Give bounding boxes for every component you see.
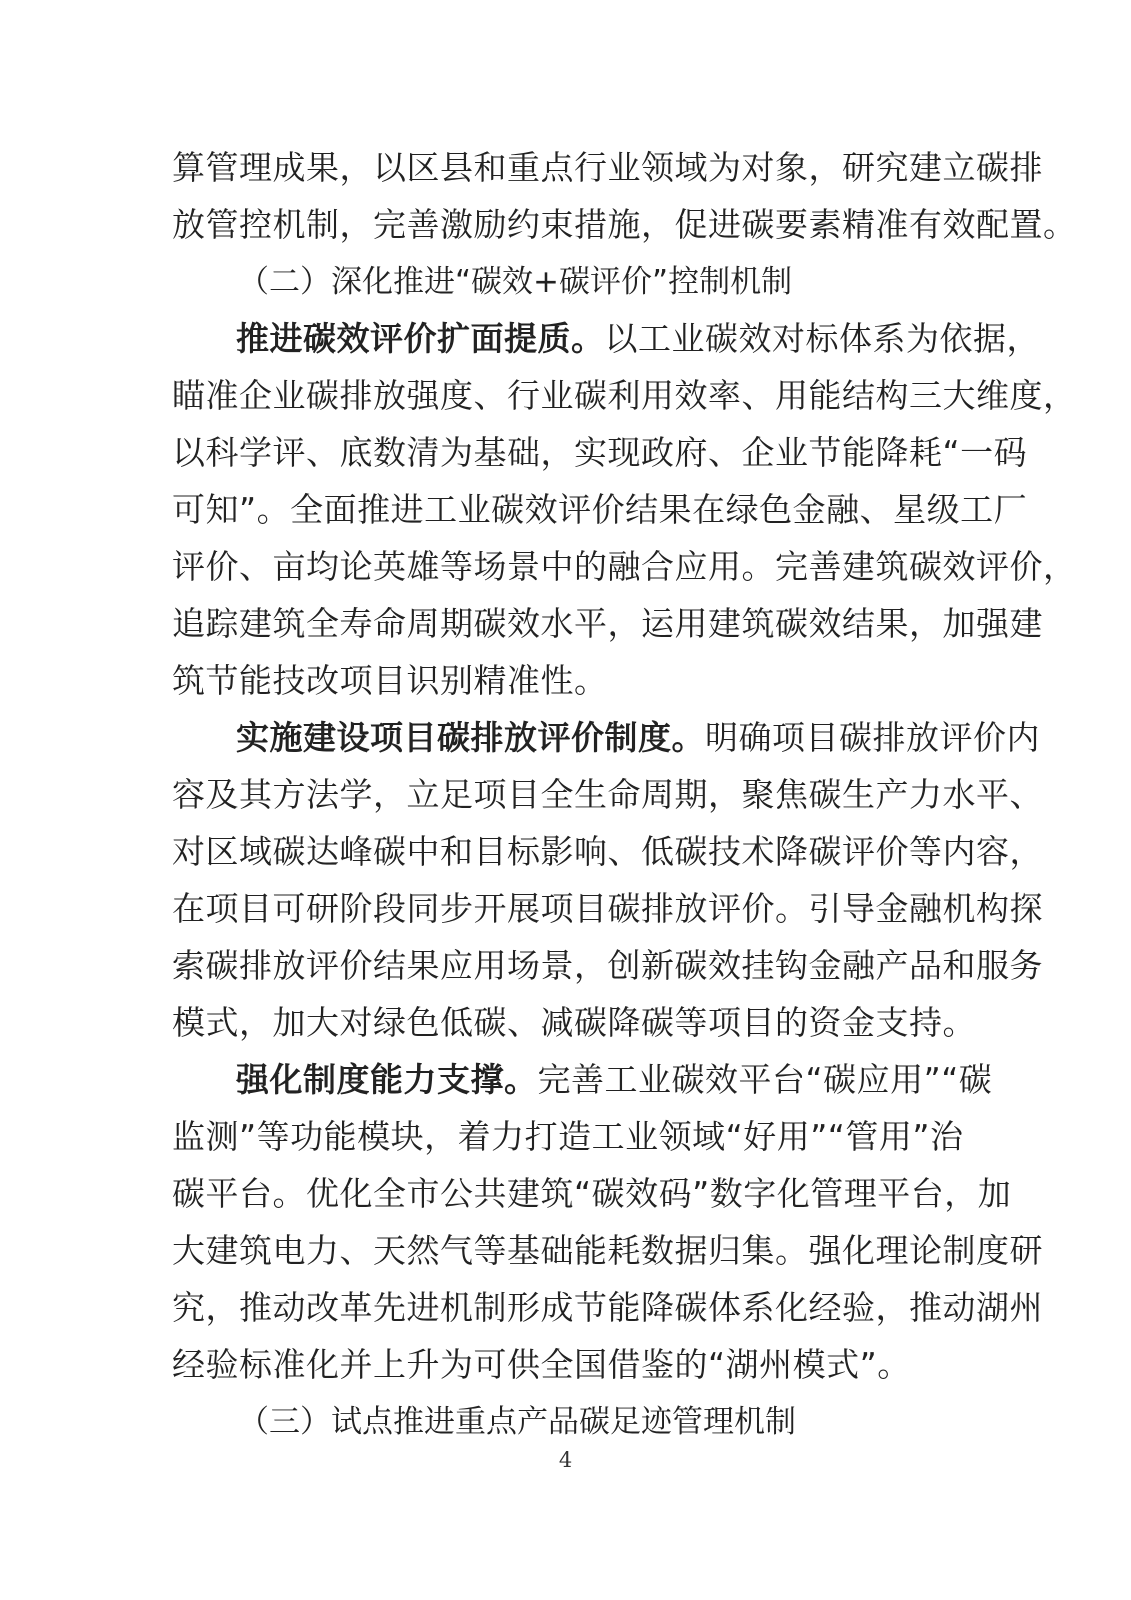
body-line: 模式，加大对绿色低碳、减碳降碳等项目的资金支持。 <box>172 1003 976 1042</box>
body-line: 放管控机制，完善激励约束措施，促进碳要素精准有效配置。 <box>172 205 1077 244</box>
section-heading: （三）试点推进重点产品碳足迹管理机制 <box>238 1404 796 1440</box>
paragraph-text: 以工业碳效对标体系为依据， <box>604 319 1040 358</box>
body-line: 算管理成果，以区县和重点行业领域为对象，研究建立碳排 <box>172 148 1043 187</box>
paragraph-lead: 强化制度能力支撑。 <box>236 1060 538 1099</box>
body-line: 经验标准化并上升为可供全国借鉴的“湖州模式”。 <box>172 1345 911 1384</box>
body-line: 追踪建筑全寿命周期碳效水平，运用建筑碳效结果，加强建 <box>172 604 1043 643</box>
body-line: 究，推动改革先进机制形成节能降碳体系化经验，推动湖州 <box>172 1288 1043 1327</box>
body-line: 大建筑电力、天然气等基础能耗数据归集。强化理论制度研 <box>172 1231 1043 1270</box>
body-line: 容及其方法学，立足项目全生命周期，聚焦碳生产力水平、 <box>172 775 1043 814</box>
body-line: 筑节能技改项目识别精准性。 <box>172 661 608 700</box>
paragraph-text: 完善工业碳效平台“碳应用”“碳 <box>537 1060 993 1099</box>
body-line: 监测”等功能模块，着力打造工业领域“好用”“管用”治 <box>172 1117 964 1156</box>
paragraph-first-line <box>236 1058 993 1102</box>
body-line: 可知”。全面推进工业碳效评价结果在绿色金融、星级工厂 <box>172 490 1028 529</box>
body-line: 索碳排放评价结果应用场景，创新碳效挂钩金融产品和服务 <box>172 946 1043 985</box>
paragraph-first-line <box>236 716 1040 760</box>
body-line: 对区域碳达峰碳中和目标影响、低碳技术降碳评价等内容， <box>172 832 1043 871</box>
body-line: 以科学评、底数清为基础，实现政府、企业节能降耗“一码 <box>172 433 1028 472</box>
paragraph-first-line <box>236 317 1040 361</box>
paragraph-lead: 推进碳效评价扩面提质。 <box>236 319 605 358</box>
section-heading: （二）深化推进“碳效+碳评价”控制机制 <box>238 264 793 300</box>
page-number: 4 <box>558 1448 573 1472</box>
body-line: 在项目可研阶段同步开展项目碳排放评价。引导金融机构探 <box>172 889 1043 928</box>
paragraph-lead: 实施建设项目碳排放评价制度。 <box>236 718 705 757</box>
body-line: 评价、亩均论英雄等场景中的融合应用。完善建筑碳效评价， <box>172 547 1077 586</box>
body-line: 瞄准企业碳排放强度、行业碳利用效率、用能结构三大维度， <box>172 376 1077 415</box>
body-line: 碳平台。优化全市公共建筑“碳效码”数字化管理平台，加 <box>172 1174 1012 1213</box>
paragraph-text: 明确项目碳排放评价内 <box>705 718 1040 757</box>
